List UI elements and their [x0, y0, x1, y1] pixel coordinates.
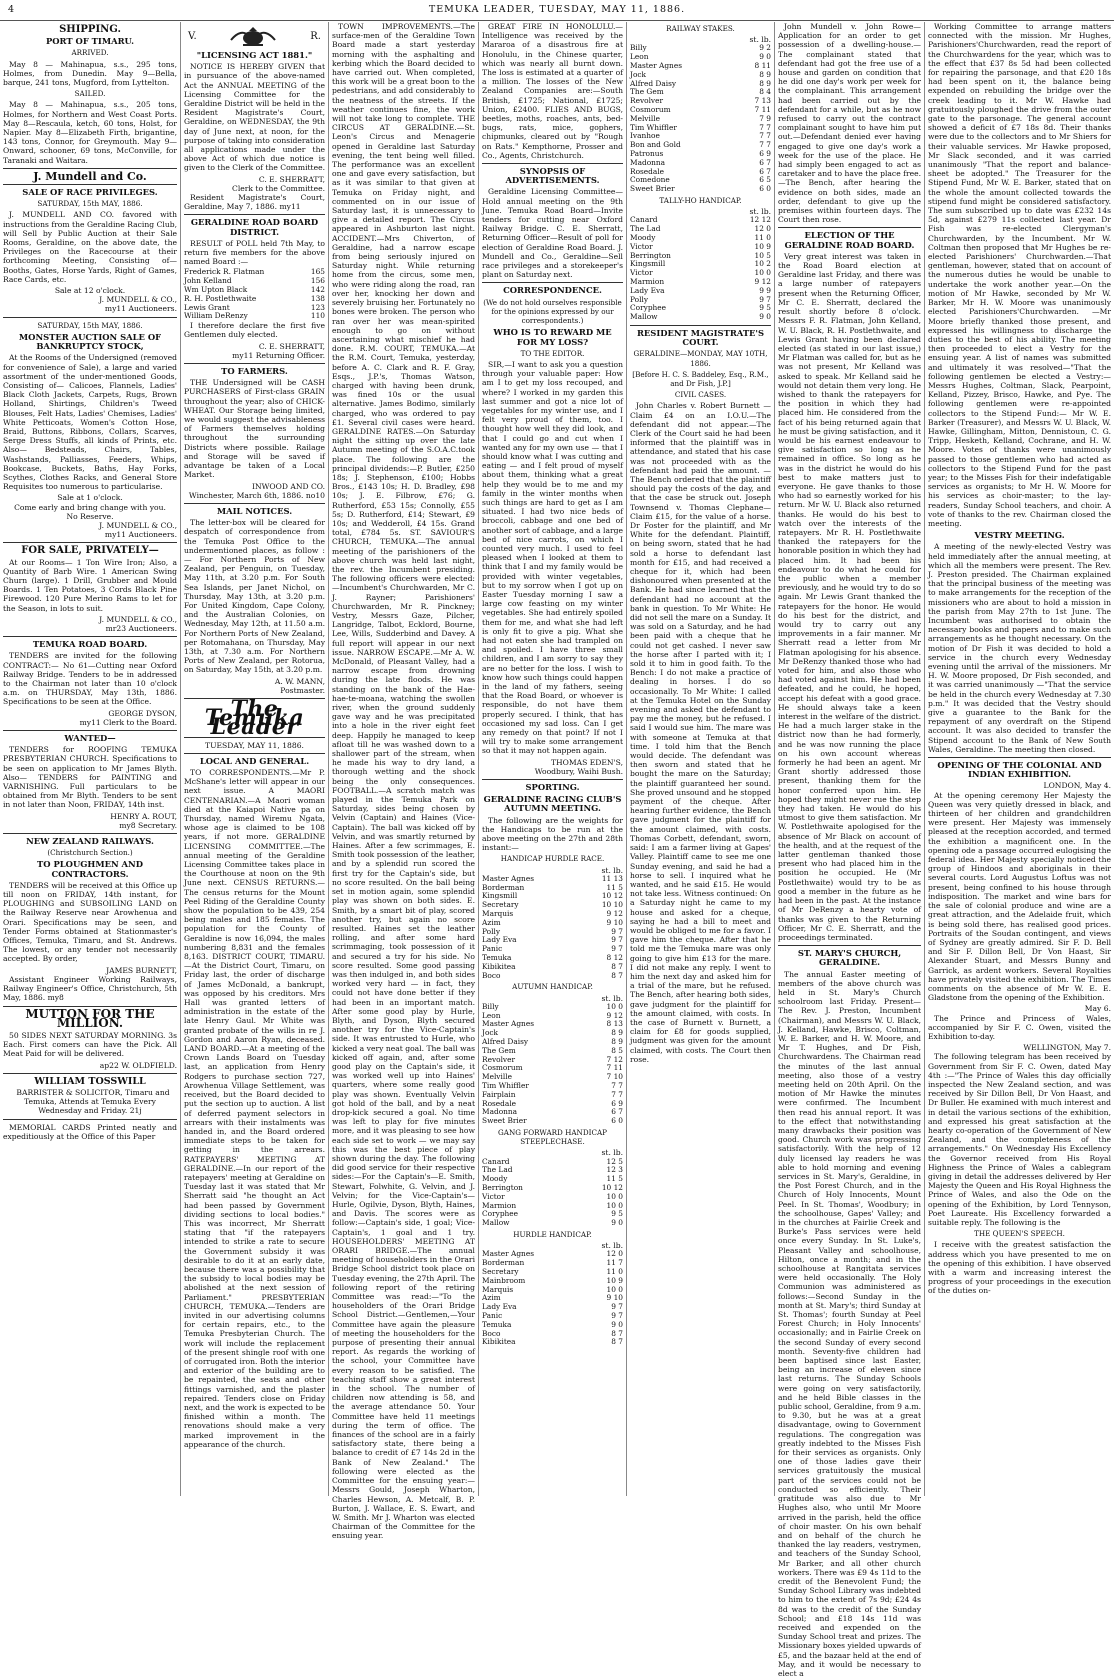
- table-row: Azim 9 10: [482, 917, 623, 927]
- tally-ho-heading: TALLY-HO HANDICAP.: [659, 195, 742, 205]
- table-row: The Lad 12 0: [630, 224, 771, 234]
- table-row: Temuka 9 0: [482, 1319, 623, 1329]
- farmers-signature: INWOOD AND CO.: [251, 481, 325, 491]
- letter-to-editor: TO THE EDITOR.: [520, 348, 585, 358]
- column-7: [924, 22, 1114, 1496]
- table-row: Jock 8 9: [482, 1028, 623, 1038]
- election-heading: ELECTION OF THE GERALDINE ROAD BOARD.: [784, 230, 915, 250]
- table-row: Berrington 10 12: [482, 1183, 623, 1192]
- port-heading: PORT OF TIMARU.: [45, 36, 135, 47]
- table-row: Mallow 9 0: [482, 1218, 623, 1228]
- table-row: Revolver 7 12: [482, 1054, 623, 1064]
- rm-court-heading: RESIDENT MAGISTRATE'S COURT.: [636, 327, 765, 348]
- mutton-heading: MUTTON FOR THE MILLION.: [25, 1006, 155, 1030]
- racing-club-text: The following are the weights for the Handicaps to be run at the above meeting on the 27th and 28th instant:—: [482, 815, 623, 853]
- local-general-heading: LOCAL AND GENERAL.: [199, 755, 310, 766]
- for-sale-signature-2: mr23 Auctioneers.: [105, 623, 177, 633]
- table-row: Lewis Grant 123: [184, 302, 325, 312]
- correspondence-heading: CORRESPONDENCE.: [503, 285, 602, 296]
- mutton-text: 50 SIDES NEXT SATURDAY MORNING. 3s Each. First comers can have the Pick. All Meat Paid for will be delivered.: [3, 1030, 177, 1059]
- column-4: [478, 22, 626, 1496]
- hurdle-race-unit: st. lb.: [601, 865, 623, 875]
- rm-civil-cases: CIVIL CASES.: [674, 390, 727, 400]
- autumn-handicap-heading: AUTUMN HANDICAP.: [512, 982, 593, 992]
- table-row: Boco 8 7: [482, 970, 623, 980]
- table-row: Melville 7 10: [482, 1072, 623, 1082]
- table-row: Victor 10 0: [630, 268, 771, 278]
- table-row: Madonna 6 7: [630, 157, 771, 167]
- table-row: Ivanhoe 7 7: [630, 131, 771, 141]
- ploughmen-signature-2: Assistant Engineer Working Railways, Railway Engineer's Office, Christchurch, 5th May, 1886. my8: [3, 974, 177, 1003]
- royal-crest-icon: [227, 26, 279, 48]
- table-row: Fairplain 7 7: [482, 1089, 623, 1099]
- tosswill-heading: WILLIAM TOSSWILL: [34, 1075, 146, 1087]
- election-text: Very great interest was taken in the Road Board election at Geraldine last Friday, and there was a large number of ratepayers present when the Returning Officer, Mr C. E. Sherratt, declared the result shortly before 8 o'clock. Messrs F. R. Flatman, John Kelland, W. U. Black, R. H. Postlethwaite, and Lewis Grant having been declared elected (as stated in our last issue,) Mr Flatman was called for, but as he was not present, Mr Kelland was asked to speak. Mr Kelland said he would not detain them very long. He wished to thank the ratepayers for the position in which they had placed him. He considered from the fact of his being returned again that he must be giving satisfaction, and it would be his earnest endeavour to give satisfaction so long as he remained in office. So long as he was in the district he would do his best to make matters just to everyone. He gave thanks to those who had so earnestly worked for his return. Mr W. U. Black also returned thanks. He would do his best to watch over the interests of the ratepayers. Mr R. H. Postlethwaite thanked the ratepayers for the honorable position in which they had placed him. It had been his endeavour to do what he could for the public when a member previously, and he would try to do so again. Mr Lewis Grant thanked the ratepayers for the honor. He would do his best for the district, and would try to carry out any improvements in a fair manner. Mr Sherratt read a letter from Mr Flatman apologising for his absence. Mr DeRenzy thanked those who had voted for him, and also those who had voted against him. He had been defeated, and he could, he hoped, accept his defeat with a good grace. He should always take a keen interest in the welfare of the district. He had a much larger stake in the district now than he had formerly, and he was now running the place on his own account whereas formerly he had been an agent. Mr Grant shortly addressed those present, thanking them for the honor conferred upon him. He hoped they might never rue the step they had taken. He would do his utmost to give them satisfaction. Mr W. Postlethwaite apologised for the absence of Mr Black on account of the health, and at the request of the latter gentleman thanked those present who had placed him in the position he occupied. He (Mr Postlethwaite) would try to be as good a member in the future as he had been in the past. At the instance of Mr DeRenzy a hearty vote of thanks was given to the Returning Officer, Mr C. E. Sherratt, and the proceedings terminated.: [778, 251, 921, 942]
- hurdle-race-table: [482, 875, 623, 981]
- race-sale-date: SATURDAY, 15th MAY, 1886.: [37, 199, 143, 209]
- table-row: Wm Upton Black 142: [184, 285, 325, 295]
- road-board-text: TENDERS are invited for the following CONTRACT:— No 61—Cutting near Oxford Railway Bridge. Tenders to be in addressed to the Chairman not later than 10 o'clock a.m. on THURSDAY, May 13th, 1886. Specifications to be seen at the Office.: [3, 651, 177, 707]
- table-row: Comedone 6 5: [630, 175, 771, 185]
- table-row: Polly 9 7: [482, 926, 623, 936]
- table-row: Mallow 9 0: [630, 312, 771, 322]
- table-row: Canard 12 12: [630, 215, 771, 225]
- exhibition-dateline-1: LONDON, May 4.: [1043, 781, 1111, 791]
- table-row: Sweet Brier 6 0: [630, 184, 771, 194]
- exhibition-dateline-2: May 6.: [1084, 1004, 1111, 1014]
- table-row: Billy 9 2: [630, 43, 771, 53]
- bankruptcy-text: At the Rooms of the Undersigned (removed for convenience of Sale), a large and varied assortment of the under-mentioned Goods, Consisting of— Calicoes, Flannels, Ladies' Black Cloth Jackets, Carpets, Rugs, Brown Holland, Shirtings, Children's Tweed Blouses, Felt Hats, Ladies' Chemises, Ladies' White Petticoats, Women's Cotton Hose, Braid, Buttons, Ribbons, Collars, Scarves, Serge Dress Stuffs, all kinds of Prints, etc. Also— Bedsteads, Chairs, Tables, Washstands, Palliasses, Feeders, Whips, Bookcase, Buckets, Baths, Hay Forks, Scythes, Clothes Racks, and General Store Requisites too numerous to particularise.: [3, 353, 177, 492]
- road-board-signature: GEORGE DYSON,: [108, 708, 177, 718]
- table-row: Leon 9 0: [630, 52, 771, 62]
- table-row: Billy 10 0: [482, 1001, 623, 1011]
- hurdle-handicap-unit: st. lb.: [601, 1241, 623, 1251]
- column-3: [328, 22, 478, 1541]
- race-sale-time: Sale at 12 o'clock.: [54, 286, 126, 296]
- bankruptcy-note: Come early and bring change with you.: [14, 502, 166, 512]
- poll-text: RESULT of POLL held 7th May, to return five members for the above named Board :—: [184, 238, 325, 267]
- table-row: Tim Whiffler 7 7: [482, 1081, 623, 1091]
- steeplechase-table: [482, 1158, 623, 1228]
- for-sale-text: At our Rooms— 1 Ton Wire Iron; Also, a Quantity of Barb Wire. 1 American Swing Churn (large). 1 Drill, Grubber and Mould Boards. 1 Ten Potatoes, 3 Cords Black Pine Firewood. 120 Pure Merino Rams to let for the Season, in lots to suit.: [3, 557, 177, 613]
- exhibition-text-2: The Prince and Princess of Wales, accompanied by Sir F. C. Owen, visited the Exhibition to-day.: [928, 1013, 1111, 1041]
- poll-declaration: I therefore declare the first five Gentlemen duly elected.: [184, 321, 325, 340]
- column-2: [180, 22, 328, 1496]
- race-sale-text: J. MUNDELL AND CO. favored with instructions from the Geraldine Racing Club, will Sell by Public Auction at their Sale Rooms, Geraldine, on the above date, the Privileges on the Racecourse at their forthcoming Meeting, Consisting of— Booths, Gates, Horse Yards, Right of Games, Race Cards, etc.: [3, 210, 177, 284]
- table-row: Patronus 6 9: [630, 148, 771, 158]
- licensing-text: NOTICE IS HEREBY GIVEN that in pursuance of the above-named Act the ANNUAL MEETING of the Licensing Committee for the Geraldine District will be held in the Resident Magistrate's Court, Geraldine, on WEDNESDAY, the 9th day of June next, at noon, for the purpose of taking into consideration all applications made under the above Act of which due notice is given to the Clerk of the Committee.: [184, 62, 326, 173]
- synopsis-text: Geraldine Licensing Committee—Hold annual meeting on the 9th June. Temuka Road Board—Invite tenders for cutting near Oxford Railway Bridge. C. E. Sherratt, Returning Officer—Result of poll for election of Geraldine Road Board. J. Mundell and Co., Geraldine—Sell race privileges and a storekeeper's plant on Saturday next.: [482, 187, 623, 280]
- licensing-signature: C. E. SHERRATT,: [258, 174, 325, 184]
- table-row: R. H. Postlethwaite 138: [184, 293, 325, 303]
- page-number: 4: [8, 4, 15, 15]
- licensing-heading: "LICENSING ACT 1881.": [196, 50, 313, 60]
- table-row: Victor 10 0: [482, 1191, 623, 1201]
- road-board-district-heading: GERALDINE ROAD BOARD DISTRICT.: [190, 217, 319, 237]
- letter-heading: WHO IS TO REWARD ME FOR MY LOSS?: [493, 327, 612, 347]
- newspaper-masthead: The Temuka Leader: [204, 695, 305, 741]
- mail-signature: A. W. MANN,: [274, 676, 325, 686]
- tosswill-text: BARRISTER & SOLICITOR, Timaru and Temuka, Attends at Temuka Every Wednesday and Friday. 21j: [16, 1087, 170, 1116]
- railway-stakes-unit: st. lb.: [749, 35, 771, 45]
- railways-subheading: (Christchurch Section.): [47, 848, 133, 858]
- sporting-heading: SPORTING.: [525, 782, 580, 793]
- table-row: William DeRenzy 110: [184, 311, 325, 321]
- rm-court-text: John Charles v. Robert Burnett — Claim £4 on an I.O.U.—The defendant did not appear.—The Clerk of the Court said he had been informed that the plaintiff was in attendance, and stated that his case was not proceeded with as the defendant had paid the amount. —The Bench ordered that the plaintiff should pay the costs of the day, and that the case be struck out. Joseph Townsend v. Thomas Clephane—Claim £15, for the value of a horse. Dr Foster for the plaintiff, and Mr White for the defendant. Plaintiff, on being sworn, stated that he had sold a horse to defendant last month for £15, and had received a cheque for it, which had been dishonoured when presented at the Bank. He had since learned that the defendant had no account at the bank in question. To Mr White: He did not sell the mare on a Sunday. It was sold on a Saturday, and he had been paid with a cheque that he could not get cashed. I never saw the horse after I parted with it; I sold it to him in good faith. To the Bench: I do not make a practice of dealing in horses. I do so occasionally. To Mr White: I called at the Temuka Hotel on the Sunday evening and asked the defendant to pay me the money, but he refused. I said I would sue him. The mare was with someone at Temuka at that time. I told him that the Bench would decide. The defendant was then sworn and stated that he bought the mare on the Saturday; the plaintiff guaranteed her sound. She proved unsound and he stopped payment of the cheque. After hearing further evidence, the Bench gave judgment for the plaintiff for the amount claimed, with costs. Thomas Corbett, defendant, sworn, said: I am a farmer living at Gapes' Valley. Plaintiff came to see me one Sunday evening, and said he had a horse to sell. I inquired what he wanted, and he said £15. He would not take less. Witness continued: On a Saturday night he came to my house and asked for a cheque, saying he had a bill to meet and would be obliged to me for a favor. I gave him the cheque. After that he told me the Temuka mare was only going to give him £13 for the mare. I did not make any reply. I went to him the next day and asked him for a trial of the mare, but he refused. The Bench, after hearing both sides, gave judgment for the plaintiff for the amount claimed, with costs. In the case of Burnett v. Burnett, a claim for £8 for goods supplied, judgment was given for the amount claimed, with costs. The Court then rose.: [630, 401, 771, 1064]
- farmers-heading: TO FARMERS.: [221, 366, 288, 377]
- rm-court-date: GERALDINE—MONDAY, MAY 10TH, 1886.: [633, 349, 768, 368]
- table-row: Secretary 11 0: [482, 1266, 623, 1276]
- for-sale-signature: J. MUNDELL & CO.,: [99, 614, 177, 624]
- autumn-handicap-unit: st. lb.: [601, 993, 623, 1003]
- table-row: Master Agnes 8 11: [630, 61, 771, 70]
- licensing-court: Resident Magistrate's Court, Geraldine, May 7, 1886. my11: [184, 193, 325, 212]
- table-row: Cosmorum 7 11: [482, 1063, 623, 1073]
- ploughmen-signature: JAMES BURNETT,: [106, 965, 177, 975]
- racing-club-heading: GERALDINE RACING CLUB'S AUTUMN MEETING.: [483, 794, 622, 814]
- table-row: The Gem 8 5: [482, 1045, 623, 1055]
- news-items-text-2: GREAT FIRE IN HONOLULU.—Intelligence was received by the Mararoa of a disastrous fire at Honolulu, in the Chinese quarter, which was nearly all burnt down. The loss is estimated at a quarter of a million. The losses of the New Zealand Companies are:—South British, £1725; National, £1725; Union, £2400. FLIES AND BUGS, beetles, moths, roaches, ants, bed-bugs, rats, mice, gophers, chipmunks, cleared out by "Rough on Rats." Kempthorne, Prosser and Co., Agents, Christchurch.: [482, 22, 623, 160]
- page-header: [0, 0, 1114, 21]
- shipping-heading: SHIPPING.: [59, 24, 121, 35]
- table-row: Kibikitea 8 7: [482, 961, 623, 971]
- hurdle-handicap-heading: HURDLE HANDICAP.: [513, 1229, 592, 1239]
- table-row: Master Agnes 8 13: [482, 1019, 623, 1029]
- table-row: Kibikitea 8 7: [482, 1337, 623, 1347]
- farmers-text: THE Undersigned will be CASH PURCHASERS of First-class GRAIN throughout the year; also of CHICK-WHEAT. Our Storage being limited, we would suggest the advisableness of Farmers themselves holding throughout the surrounding Districts where possible. Railage and Storage will be saved if advantage be taken of a Local Market.: [184, 378, 325, 480]
- table-row: Moody 11 5: [482, 1174, 623, 1184]
- table-row: Rosedale 6 7: [630, 166, 771, 176]
- tally-ho-unit: st. lb.: [749, 207, 771, 217]
- table-row: Temuka 8 12: [482, 953, 623, 963]
- steeplechase-unit: st. lb.: [601, 1148, 623, 1158]
- table-row: Marmion 9 12: [630, 276, 771, 286]
- table-row: Frederick R. Flatman 165: [184, 267, 325, 277]
- table-row: Master Agnes 12 0: [482, 1249, 623, 1259]
- table-row: Borderman 11 5: [482, 882, 623, 892]
- railway-stakes-heading: RAILWAY STAKES.: [666, 24, 735, 33]
- rm-court-before: [Before H. C. S. Baddeley, Esq., R.M., and Dr Fish, J.P.]: [632, 369, 769, 388]
- table-row: Coryphee 9 5: [482, 1209, 623, 1219]
- news-items-text: TOWN IMPROVEMENTS.—The surface-men of the Geraldine Town Board made a start yesterday morning with the asphalting and kerbing which the Board decided to have carried out. When completed, this work will be a great boon to the pedestrians, and add considerably to the neatness of the streets. If the weather continues fine, the work will not take long to complete. THE CIRCUS AT GERALDINE.—St. Leon's Circus and Menagerie opened in Geraldine last Saturday evening, the tent being well filled. The performance was an excellent one and gave every satisfaction, but as it was similar to that given at Temuka on Friday night, and commented on in our issue of Saturday last, it is unnecessary to give a detailed report. The Circus appeared in Ashburton last night. ACCIDENT.—Mrs Chiverton, of Geraldine, had a narrow escape from being seriously injured on Saturday night. While returning home from the circus, some men, who were riding along the road, ran over her, knocking her down and severely bruising her. Fortunately no bones were broken. The person who ran over her was mean-spirited enough to go on without ascertaining what mischief he had done. R.M. COURT, TEMUKA.—At the R.M. Court, Temuka, yesterday, before A. C. Clark and R. F. Gray, Esqs., J.P.'s, Thomas Watson, charged with having been drunk, was fined 10s or the usual alternative. James Bodimo, similarly charged, who was ordered to pay £1. Several civil cases were heard. GERALDINE RATES.—On Saturday night the sitting up over the late Autumn meeting of the S.O.A.C.took place. The following are the principal dividends:—P. Butler, £250 18s; J. Stephenson, £100; Hobbs Bros., £143 10s; H. D. Bradley, £98 10s; J. E. Filbrow, £76; G. Rutherford, £53 15s; Connolly, £55 5s; D. Rutherford, £14; Stewart, £9 10s; and Wedderoll, £4 15s. Grand total, £784 5s. ST. SAVIOUR'S CHURCH, TEMUKA.—The annual meeting of the parishioners of the above church was held last night, the rev. the Incumbent presiding. The following officers were elected:—Incumbent's Churchwarden, Mr C. J. Rayner; Parishioners' Churchwarden, Mr R. Pinckney; Vestry, Messrs Gaze, Pilcher, Langridge, Talbot, Ecklord, Bourne, Lee, Wills, Sudderbind and Davey. A full report will appear in our next issue. NARROW ESCAPE.—Mr A. W. McDonald, of Pleasant Valley, had a narrow escape from drowning during the late floods. He was standing on the bank of the Hae-hae-te-moana, watching the swollen river, when the ground suddenly gave way and he was precipitated into a hole in the river eight feet deep. Happily he managed to keep afloat till he was washed down to a shallower part of the stream, when he made his way to dry land, a thorough wetting and the shock being the only consequences. FOOTBALL.—A scratch match was played in the Temuka Park on Saturday, sides being chosen by Velvin (Captain) and Haines (Vice-Captain). The ball was kicked off by Velvin, and was smartly returned by Haines. After a few scrimmages, E. Smith took possession of the leather, and by a splendid run scored the first try for the Captain's side, but no score resulted. On the ball being set in motion again, some splendid play was shown on both sides. E. Smith, by a smart bit of play, scored another try, but again no score resulted. Haines set the leather rolling, and after some hard scrimmaging, took possession of it and secured a try for his side. No score resulted. Some good passing was then indulged in, and both sides worked very hard — in fact, they could not have done better if they had been in an important match. After some good play by Hurle, Blyth, and Dyson, Blyth secured another try for the Vice-Captain's side. It was entrusted to Hurle, who kicked a very neat goal. The ball was kicked off again, and, after some good play on the Captain's side, it was worked well up into Haines' quarters, where some really good play was shown. Eventually Velvin got hold of the ball, and by a neat drop-kick secured a goal. No time was left to play for five minutes more, and it was pleasing to see how each side set to work — we may say this was the best piece of play shown during the day. The following did good service for their respective sides:—For the Captain's—E. Smith, Stewart, Folwhite, G. Velvin, and J. Velvin; for the Vice-Captain's—Hurle, Ogilvie, Dyson, Blyth, Haines, and Davis. The scores were as follow:—Captain's side, 1 goal; Vice-Captain's, 1 goal and 1 try. HOUSEHOLDERS' MEETING AT ORARI BRIDGE.—The annual meeting of householders in the Orari Bridge School district took place on Tuesday evening, the 27th April. The following report of the retiring Committee was read:—"To the householders of the Orari Bridge School District.—Gentlemen,—Your Committee have again the pleasure of meeting the householders for the purpose of presenting their annual report. As regards the working of the school, your Committee have every reason to be satisfied. The teaching staff show a great interest in the school. The number of children now attending is 58, and the average attendance 50. Your Committee have held 11 meetings during the term of office. The finances of the school are in a fairly satisfactory state, there being a balance to credit of £7 14s 2d in the Bank of New Zealand." The following were elected as the Committee for the ensuing year:—Messrs Gould, Joseph Wharton, Charles Hewson, A. Metcalf, B. P. Burton, J. Wallace, E. S. Ewart, and W. Smith. Mr J. Wharton was elected Chairman of the Committee for the ensuing year.: [332, 22, 475, 1541]
- exhibition-text-1: At the opening ceremony Her Majesty the Queen was very quietly dressed in black, and thirteen of her children and grandchildren were present. Her Majesty was immensely pleased at the reception accorded, and termed the exhibition a magnificent one. In the opening ode a passage occurred eulogising the federal idea. Her Majesty specially noticed the group of Hindoos and aboriginals in their several courts. Lord Augustus Loftus was not present, being confined to his house through indisposition. The market and wine bars for the sale of colonial produce and wine are a great attraction, and the Adelaide fruit, which is being sold there, has realised good prices. Portraits of the Soudan contingent, and views of Sydney are greatly admired. Sir F. D. Bell and Sir F. Dillon Bell, Dr Von Haast, Sir Alexander Stuart, and Messrs Bunny and Garrick, as ardent workers. Several Royalties have privately visited the exhibition. The Times comments on the absence of Mr W. E. E. Gladstone from the opening of the Exhibition.: [928, 790, 1111, 1003]
- table-row: Marquis 10 0: [482, 1284, 623, 1294]
- table-row: Borderman 11 7: [482, 1258, 623, 1268]
- exhibition-heading: OPENING OF THE COLONIAL AND INDIAN EXHIBITION.: [937, 760, 1102, 780]
- church-continued-text: Working Committee to arrange matters connected with the mission. Mr Hughes, Parishioners'Churchwarden, read the report of the Churchwardens for the year, which was to the effect that £37 8s 5d had been collected for repairing the parsonage, and that £20 18s had been spent on it, the balance being expended on rebuilding the bridge over the creek leading to it. Mr W. Hawke had gratuitously ploughed the drive from the outer gate to the parsonage. The general account showed a deficit of £7 18s 8d. Their thanks were due to the collectors and to Mr Shiers for their valuable services. Mr Hawke proposed, Mr Slack seconded, and it was carried unanimously "That the report and balance-sheet be adopted." The Treasurer for the Stipend Fund, Mr W. E. Barker, stated that on the whole the amount collected towards the stipend fund might be considered satisfactory. The sum subscribed up to date was £232 14s 5d, against £279 11s collected last year. Dr Fish was re-elected Clergyman's Churchwarden, by the Incumbent. Mr W. Coltman then proposed that Mr Hughes be re-elected Parishioners' Churchwarden.—That gentleman, however, stated that on account of the numerous duties he would be unable to undertake the work another year.—On the motion of Mr Hawke, seconded by Mr W. Barker, Mr H. W. Moore was unanimously elected Parishioners'Churchwarden. —Mr Moore briefly thanked those present, and expressed his willingness to discharge the duties to the best of his ability. The meeting then proceeded to elect a Vestry for the ensuing year. A list of names was submitted and ultimately it was resolved—"That the following gentlemen be elected a Vestry:—Messrs Hughes, Coltman, Slack, Pearpoint, Kelland, Pizzey, Brisco, Hawke, and Pye. The following gentlemen were re-appointed collectors to the Stipend Fund:— Mr W. E. Barker (Treasurer), and Messrs W. U. Black, W. Hawke, Gillingham, Mitton, Dennistoun, C. G. Tripp, Hesketh, Kelland, Cochrane, and H. W. Moore. Votes of thanks were unanimously passed to those gentlemen who had acted as collectors to the Stipend Fund for the past year; to the Misses Fish for their indefatigable services as organists; to Mr H. W. Moore for his services as choir-master; to the lay-readers, Sunday School teachers, and choir. A vote of thanks to the rev. Chairman closed the meeting.: [928, 22, 1111, 528]
- poll-table: [184, 268, 325, 321]
- table-row: Berrington 10 5: [630, 250, 771, 260]
- ploughmen-text: TENDERS will be received at this Office up till noon on FRIDAY, 14th instant, for PLOUGHING and SUBSOILING LAND on the Railway Reserve near Arowhenua and Orari. Specifications may be seen, and Tender Forms obtained at Stationmaster's Offices, Temuka, Timaru, and St. Andrews. The lowest, or any tender not necessarily accepted. By order,: [3, 880, 177, 964]
- vestry-text: A meeting of the newly-elected Vestry was held immediately after the annual meeting, at which all the members were present. The Rev. J. Preston presided. The Chairman explained that the principal business of the meeting was to make arrangements for the reception of the missioners who are about to hold a mission in the parish from May 27th to 1st June. The Incumbent was authorised to obtain the necessary books and papers and to make such arrangements as he thought necessary. On the motion of Dr Fish it was decided to hold a service in the church every Wednesday evening until the arrival of the missioners. Mr H. W. Moore proposed, Dr Fish seconded, and it was carried unanimously —"That the service be held in the church every Wednesday at 7.30 p.m." It was decided that the Vestry should give a guarantee to the Bank for the repayment of any overdraft on the Stipend account. It was also decided to transfer the Stipend account to the Bank of New South Wales, Geraldine. The meeting then closed.: [928, 542, 1111, 754]
- column-5: [626, 22, 774, 1496]
- table-row: Madonna 6 7: [482, 1107, 623, 1117]
- table-row: Kingsmill 10 12: [482, 891, 623, 901]
- table-row: Lady Eva 9 7: [482, 1302, 623, 1312]
- table-row: Panic 9 7: [482, 1310, 623, 1320]
- seal-letter-v: V.: [188, 31, 197, 43]
- farmers-signature-2: Winchester, March 6th, 1886. no10: [188, 490, 325, 500]
- arrived-text: May 8 — Mahinapua, s.s., 295 tons, Holmes, from Dunedin. May 9—Bella, barque, 241 tons, Mugford, from Lyttelton.: [3, 59, 177, 88]
- bankruptcy-heading: MONSTER AUCTION SALE OF BANKRUPTCY STOCK,: [18, 331, 162, 352]
- memorial-cards-text: MEMORIAL CARDS Printed neatly and expeditiously at the Office of this Paper: [3, 1122, 177, 1141]
- table-row: Kingsmill 10 2: [630, 259, 771, 269]
- bankruptcy-sale-time: Sale at 1 o'clock.: [57, 493, 123, 503]
- table-row: John Kelland 156: [184, 276, 325, 286]
- ploughmen-heading: TO PLOUGHMEN AND CONTRACTORS.: [37, 859, 143, 879]
- newspaper-columns: [0, 22, 1114, 1678]
- table-row: Leon 9 12: [482, 1010, 623, 1020]
- table-row: Sweet Brier 6 0: [482, 1116, 623, 1126]
- synopsis-heading: SYNOPSIS OF ADVERTISEMENTS.: [505, 166, 600, 186]
- mail-notices-text: The letter-box will be cleared for despatch of correspondence from the Temuka Post Office to the undermentioned places, as follow :— For Northern Ports of New Zealand, per Penguin, on Tuesday, May 11th, at 3.20 p.m. For South Sea Islands, per Janet Nichol, on Thursday, May 13th, at 3.20 p.m. For United Kingdom, Cape Colony, and the Australian Colonies, on Wednesday, May 12th, at 11.50 a.m. For Northern Ports of New Zealand, per Rotomahana, on Thursday, May 13th, at 7.30 a.m. For Northern Ports of New Zealand, per Rotorua, on Saturday, May 15th, at 3.20 p.m.: [184, 518, 325, 675]
- letter-signature-2: Woodbury, Waihi Bush.: [534, 766, 623, 776]
- table-row: Moody 11 0: [630, 232, 771, 242]
- table-row: Melville 7 9: [630, 113, 771, 123]
- table-row: Revolver 7 13: [630, 96, 771, 106]
- table-row: Rosedale 6 9: [482, 1098, 623, 1108]
- table-row: Master Agnes 11 13: [482, 873, 623, 883]
- sailed-text: May 8 — Mahinapua, s.s., 205 tons, Holmes, for Northern and West Coast Ports. May 8—Rescaula, ketch, 60 tons, Holst, for Napier. May 8—Elizabeth Firth, brigantine, 143 tons, Connor, for Greymouth. May 9—Onward, schooner, 69 tons, McConville, for Taranaki and Waitara.: [3, 100, 177, 165]
- table-row: The Gem 8 4: [630, 87, 771, 97]
- table-row: Lady Eva 9 7: [482, 935, 623, 945]
- table-row: Alfred Daisy 8 9: [482, 1037, 623, 1047]
- table-row: Mainbroom 10 9: [482, 1275, 623, 1285]
- seal-letter-r: R.: [310, 31, 321, 43]
- tally-ho-table: [630, 216, 771, 322]
- exhibition-dateline-3: WELLINGTON, May 7.: [1023, 1043, 1111, 1053]
- table-row: Panic 9 7: [482, 944, 623, 954]
- table-row: Azim 9 10: [482, 1293, 623, 1303]
- poll-signature-2: my11 Returning Officer.: [232, 350, 325, 360]
- arrived-label: ARRIVED.: [71, 48, 109, 58]
- table-row: Marquis 9 12: [482, 909, 623, 919]
- correspondence-note: (We do not hold ourselves responsible for the opinions expressed by our correspondents.): [483, 297, 622, 326]
- autumn-handicap-table: [482, 1003, 623, 1126]
- table-row: Coryphee 9 5: [630, 303, 771, 313]
- table-row: Boco 8 7: [482, 1328, 623, 1338]
- road-board-signature-2: my11 Clerk to the Board.: [79, 717, 177, 727]
- queens-speech-text: I receive with the greatest satisfaction the address which you have presented to me on the opening of this exhibition. I have observed with a warm and increasing interest the progress of your proceedings in the execution of the duties on-: [928, 1240, 1111, 1296]
- local-general-text: TO CORRESPONDENTS.—Mr P. McShane's letter will appear in our next issue. A MAORI CENTENARIAN.—A Maori woman died at the Kaiapoi Native pa on Thursday, named Wiremu Ngata, whose age is claimed to be 108 years, if not more. GERALDINE LICENSING COMMITTEE.—The annual meeting of the Geraldine Licensing Committee takes place in the Courthouse at noon on the 9th June next. CENSUS RETURNS.—The census returns for the Mount Peel Riding of the Geraldine County show the population to be 439, 254 being males and 185 females. The population for the County of Geraldine is now 16,094, the males numbering 8,831 and the females 8,163. DISTRICT COURT, TIMARU.—At the District Court, Timaru, on Friday last, the order of discharge of James McDonald, a bankrupt, was opposed by his creditors. Mrs Hall was granted letters of administration in the estate of the late Henry Gaul. Mr White was granted probate of the wills in re J. Gordon and Aaron Ryan, deceased. LAND BOARD.—At a meeting of the Crown Lands Board on Tuesday last, an application from Henry Rodgers to purchase section 727, Arowhenua Village Settlement, was received, but the Board decided to put the section up to auction. A list of deferred payment selectors in arrears with their instalments was handed in, and the Board ordered immediate steps to be taken for getting in the arrears. RATEPAYERS' MEETING AT GERALDINE.—In our report of the ratepayers' meeting at Geraldine on Tuesday last it was stated that Mr Sherratt said "he thought an Act had been passed by Government dividing sections to local bodies." This was incorrect, Mr Sherratt stating that "if the ratepayers intended to strike a rate to secure the Government subsidy it was desirable to do it at an early date, because there was a possibility that the subsidy to local bodies may be abolished at the next session of Parliament." PRESBYTERIAN CHURCH, TEMUKA.—Tenders are invited in our advertising columns for certain repairs, etc., to the Temuka Presbyterian Church. The work will include the replacement of the present shingle roof with one of corrugated iron. Both the interior and exterior of the building are to be repainted, the seats and other fittings varnished, and the plaster repaired. Tenders close on Friday next, and the work is expected to be finished within a month. The renovations should make a very marked improvement in the appearance of the church.: [184, 767, 325, 1449]
- steeplechase-heading: GANG FORWARD HANDICAP STEEPLECHASE.: [498, 1128, 607, 1147]
- royal-seal: [188, 26, 321, 48]
- railway-stakes-table: [630, 44, 771, 194]
- st-marys-heading: ST. MARY'S CHURCH, GERALDINE.: [797, 948, 902, 968]
- wanted-signature: HENRY A. ROUT,: [110, 811, 177, 821]
- table-row: Canard 12 5: [482, 1156, 623, 1166]
- table-row: Marmion 10 0: [482, 1200, 623, 1210]
- mutton-signature: ap22 W. OLDFIELD.: [99, 1060, 177, 1070]
- hurdle-handicap-table: [482, 1250, 623, 1347]
- race-sale-signature: J. MUNDELL & CO.,: [99, 295, 177, 305]
- table-row: Cosmorum 7 11: [630, 104, 771, 114]
- table-row: Victor 10 9: [630, 241, 771, 251]
- bankruptcy-reserve: No Reserve.: [66, 511, 114, 521]
- table-row: Lady Eva 9 9: [630, 285, 771, 295]
- bankruptcy-date: SATURDAY, 15th MAY, 1886.: [37, 320, 143, 330]
- wanted-text: TENDERS for ROOFING TEMUKA PRESBYTERIAN CHURCH. Specifications to be seen on application to Mr James Blyth. Also— TENDERS for PAINTING and VARNISHING. Full particulars to be obtained from Mr Blyth. Tenders to be sent in not later than Noon, FRIDAY, 14th inst.: [3, 745, 177, 810]
- court-continued-text: John Mundell v. John Rowe—Application for an order to get possession of a dwelling-house.—The complainant stated that defendant had got the free use of a house and garden on condition that he did one day's work per week for the complainant. This arrangement had been carried out by the defendant for a while, but as he now refused to carry out the contract complainant sought to have him put out.—Defendant denied ever having engaged to give one day's work a week for the use of the place. He had simply been engaged to act as caretaker and to have the place free.—The Bench, after hearing the evidence on both sides, made an order, defendant to give up the premises within fourteen days. The Court then rose.: [778, 22, 921, 225]
- exhibition-text-3: The following telegram has been received by Government from Sir F. C. Owen, dated May 4th :—"The Prince of Wales this day officially inspected the New Zealand section, and was received by Sir Dillon Bell, Dr Von Haast, and Dr Buller. He examined with much interest and in detail the various sections of the exhibition, and expressed his great satisfaction at the hearty co-operation of the Government of New Zealand, and the completeness of the arrangements." On Wednesday His Excellency the Governor received from His Royal Highness the Prince of Wales a cablegram giving in detail the addresses delivered by Her Majesty the Queen and His Royal Highness the Prince of Wales, and also the Ode on the opening of the Exhibition, by Lord Tennyson, Poet Laureate. His Excellency forwarded a suitable reply. The following is the: [928, 1052, 1111, 1227]
- st-marys-text: The annual Easter meeting of members of the above church was held in St. Mary's Church schoolroom last Friday. Present—The Rev. J. Preston, Incumbent (Chairman), and Messrs W. U. Black, J. Kelland, Hawke, Brisco, Coltman, W. E. Barker, and H. W. Moore, and Mr T. Hughes, and Dr Fish, Churchwardens. The Chairman read the minutes of the last annual meeting, also those of a vestry meeting held on 20th April. On the motion of Mr Hawke the minutes were confirmed. The Incumbent then read his annual report. It was to the effect that notwithstanding many drawbacks their position was good. Church work was progressing satisfactorily. With the help of 12 duly licensed lay readers he was able to hold morning and evening services in St. Mary's, Geraldine, in the Post Forest Church, and in the Church of Holy Innocents, Mount Peel. In St. Thomas', Woodbury; in the schoolhouse, Gapes' Valley; and in the churches at Fairlie Creek and Burke's Pass services were held once every Sunday. In St. Luke's, Pleasant Valley and schoolhouse, Hilton, once a month; and in the schoolhouse at Rangitata services were held occasionally. The Holy Communion was administered as follows:—Second Sunday in the month at St. Mary's; third Sunday at St. Thomas'; fourth Sunday at Peel Forest Church; in Holy Innocents' occasionally; and in Fairlie Creek on the second Sunday of every second month. Seventy-five children had been baptised since last Easter, being an increase of eleven since last returns. The Sunday Schools were going on very satisfactorily, and he held Bible classes in the public school, Geraldine, from 9 a.m. to 9.30, but he was at a great disadvantage, owing to Government regulations. The congregation was greatly indebted to the Misses Fish for their services as organists. Only one of those ladies gave their services gratuitously the musical part of the services could not be conducted so efficiently. Their gratitude was also due to Mr Hughes also, who until Mr Moore arrived in the parish, held the office of choir master. On his own behalf and on behalf of the church he thanked the lay readers, vestrymen, and teachers of the Sunday School, Mr Barker, and all other church workers. There was £9 4s 11d to the credit of the Benevolent Fund; the Sunday School Library was indebted to him to the extent of 7s 9d; £24 4s 8d was to the credit of the Sunday School; and £18 14s 11d was received and expended on the Sunday School treat and prizes. The Missionary boxes yielded upwards of £5, and the bazaar held at the end of May, and it would be necessary to elect a: [778, 969, 921, 1678]
- licensing-signature-2: Clerk to the Committee.: [232, 183, 325, 193]
- table-row: Secretary 10 10: [482, 900, 623, 910]
- bankruptcy-signature-2: my11 Auctioneers.: [104, 530, 177, 540]
- queens-speech-heading: THE QUEEN'S SPEECH.: [974, 1229, 1065, 1239]
- for-sale-heading: FOR SALE, PRIVATELY—: [21, 545, 159, 557]
- newspaper-title-line: TEMUKA LEADER, TUESDAY, MAY 11, 1886.: [428, 4, 686, 15]
- road-board-heading: TEMUKA ROAD BOARD.: [32, 639, 148, 650]
- hurdle-race-heading: HANDICAP HURDLE RACE.: [500, 854, 605, 864]
- wanted-heading: WANTED—: [64, 733, 116, 744]
- column-6: [774, 22, 924, 1678]
- bankruptcy-signature: J. MUNDELL & CO.,: [99, 520, 177, 530]
- column-1: [0, 22, 180, 1496]
- sailed-label: SAILED.: [74, 89, 106, 99]
- mail-notices-heading: MAIL NOTICES.: [216, 505, 293, 516]
- table-row: Alfred Daisy 8 9: [630, 78, 771, 88]
- race-sale-signature-2: my11 Auctioneers.: [104, 304, 177, 314]
- mail-signature-2: Postmaster.: [280, 685, 325, 695]
- issue-date: TUESDAY, MAY 11, 1886.: [205, 740, 304, 750]
- wanted-signature-2: my8 Secretary.: [119, 820, 177, 830]
- table-row: Bon and Gold 7 7: [630, 140, 771, 150]
- table-row: Tim Whiffler 7 7: [630, 122, 771, 132]
- poll-signature: C. E. SHERRATT,: [258, 341, 325, 351]
- letter-signature: THOMAS EDEN'S,: [550, 757, 623, 767]
- railways-heading: NEW ZEALAND RAILWAYS.: [26, 836, 154, 847]
- vestry-heading: VESTRY MEETING.: [974, 530, 1065, 541]
- table-row: Jock 8 9: [630, 69, 771, 79]
- mundell-heading: J. Mundell and Co.: [33, 169, 147, 183]
- race-privileges-heading: SALE OF RACE PRIVILEGES.: [22, 187, 158, 198]
- table-row: Polly 9 7: [630, 294, 771, 304]
- letter-text: SIR,—I want to ask you a question through your valuable paper: How am I to get my loss recouped, and where? I worked in my garden this last summer and got a nice lot of vegetables for my winter use, and I felt very proud of them, too. I thought how well they did look, and that I could go and cut when I wanted any for my own use — that I should know what I was cutting and eating — and I felt proud of myself about them, thinking what a great help they would be to me and my family in the winter months when such things are hard to get as I am situated. I had two nice beds of broccoli, cabbage and one bed of another sort of cabbage, and a large bed of nice carrots, on which I counted very much. I used to feel pleased when I looked at them to think that I and my family would be provided with winter vegetables, but to my sorrow when I got up on Easter Tuesday morning I saw a large cow feasting on my winter vegetables. She had entirely spoiled them for me, and what she had left is only fit to give a pig. What she had not eaten she had trampled on and spoiled. I have three small children, and I am sorry to say they are no better for the loss. I wish to know how such things could happen in the land of my fathers, seeing that the Road Board, or whoever is responsible, do not have them properly secured. I think, that has occasioned my sad loss. Can I get any remedy on that point? If not I will try to make some arrangement so that it may not happen again.: [482, 359, 623, 756]
- table-row: The Lad 12 3: [482, 1165, 623, 1175]
